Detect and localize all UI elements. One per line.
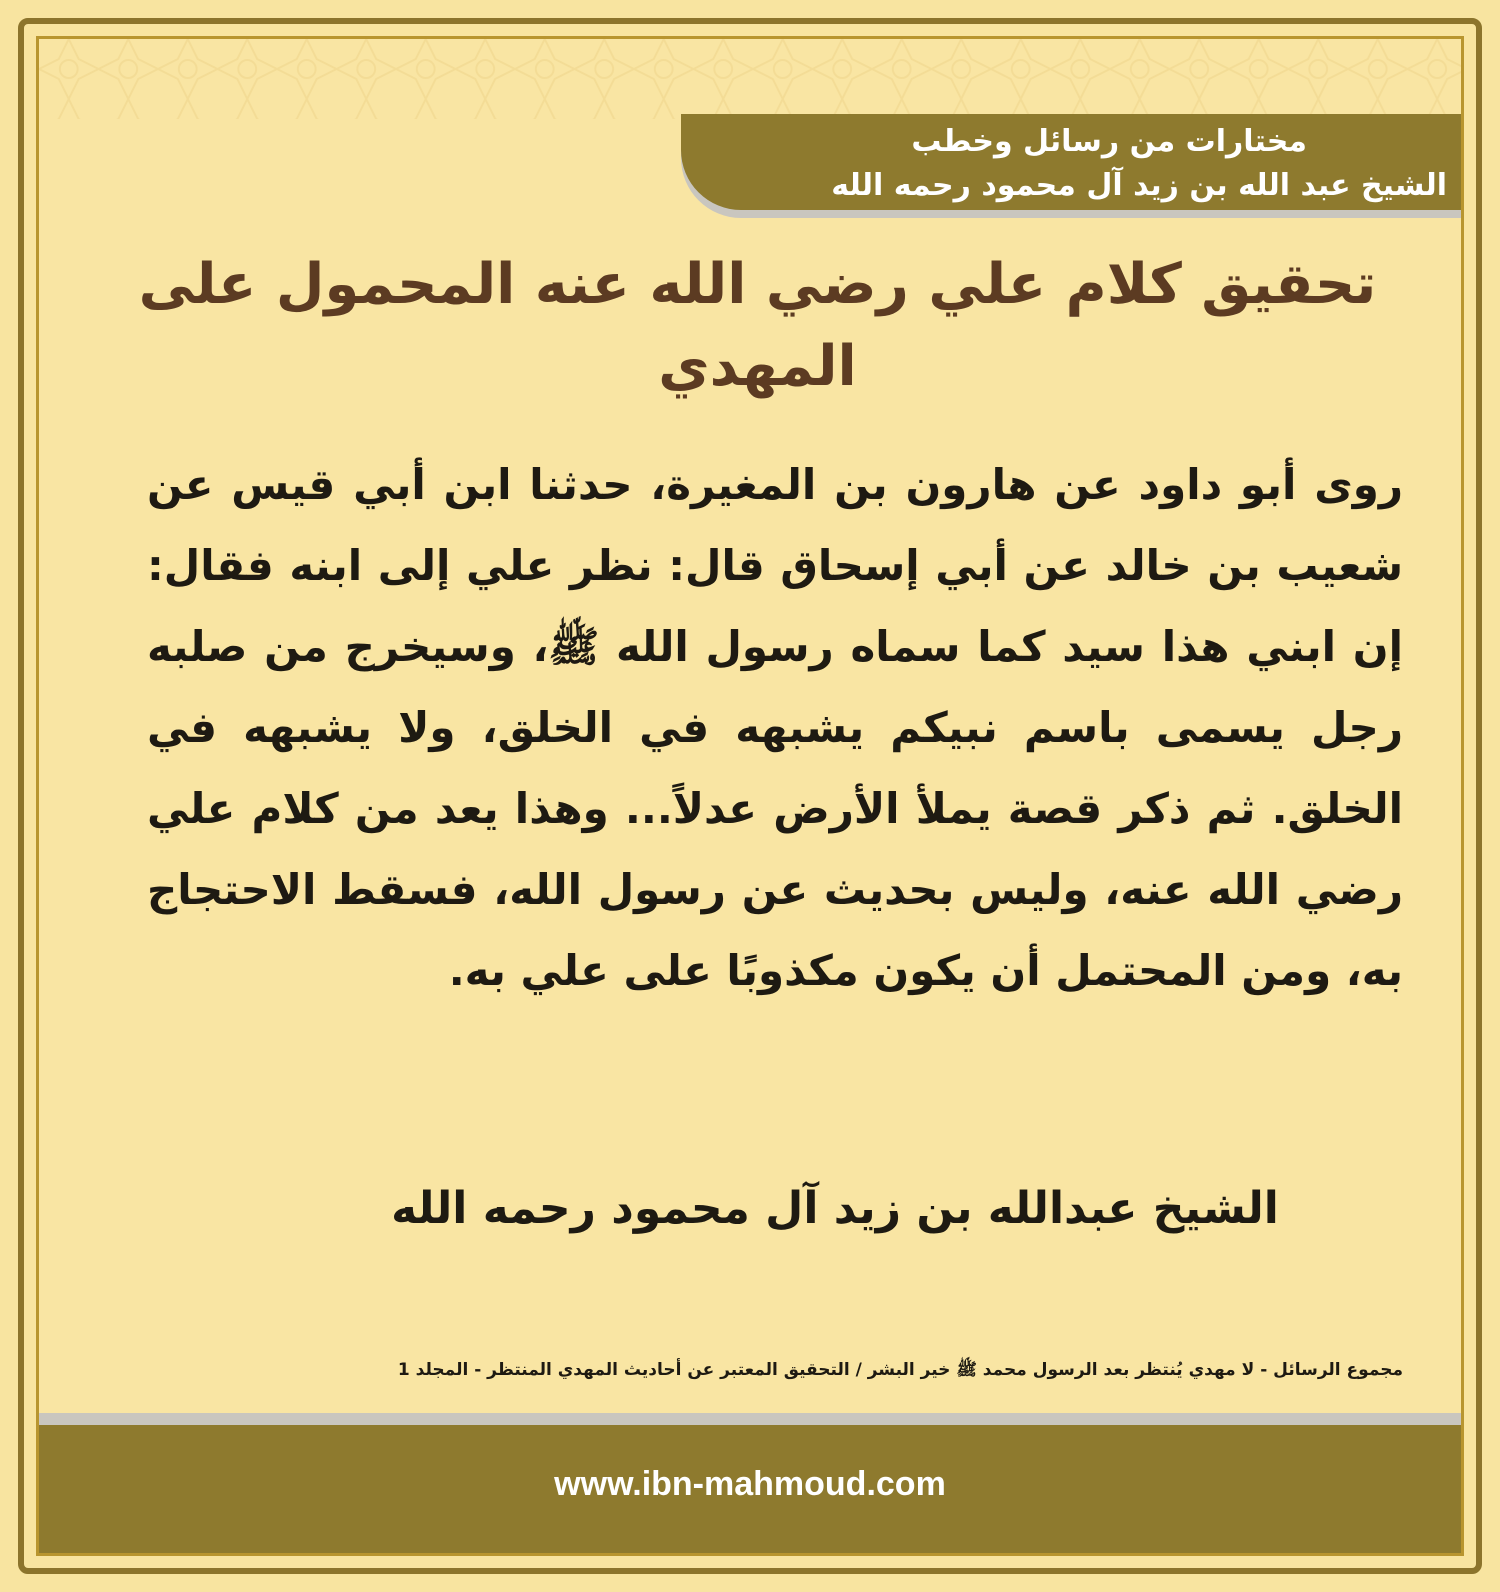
- article-body: روى أبو داود عن هارون بن المغيرة، حدثنا ابن أبي قيس عن شعيب بن خالد عن أبي إسحاق قال: نظر علي إلى ابنه فقال: إن ابني هذا سيد كما سماه رسول الله ﷺ، وسيخرج من صلبه رجل يسمى باسم نبيكم يشبهه في الخلق، ولا يشبهه في الخلق. ثم ذكر قصة يملأ الأرض عدلاً... وهذا يعد من كلام علي رضي الله عنه، وليس بحديث عن رسول الله، فسقط الاحتجاج به، ومن المحتمل أن يكون مكذوبًا على علي به.: [147, 460, 1403, 995]
- footer-divider: [39, 1413, 1461, 1425]
- article-title: تحقيق كلام علي رضي الله عنه المحمول على المهدي: [138, 252, 1377, 399]
- author-signature: الشيخ عبدالله بن زيد آل محمود رحمه الله: [391, 1183, 1279, 1234]
- header-line-2: الشيخ عبد الله بن زيد آل محمود رحمه الله: [831, 168, 1447, 203]
- website-link[interactable]: www.ibn-mahmoud.com: [554, 1465, 946, 1503]
- footer-bar: [39, 1425, 1461, 1553]
- header-ribbon: [681, 114, 1461, 210]
- outer-frame: [18, 18, 1482, 1574]
- content-panel: [36, 36, 1464, 1556]
- header-line-1: مختارات من رسائل وخطب: [911, 124, 1307, 159]
- decorative-pattern: [39, 39, 1461, 119]
- source-citation: مجموع الرسائل - لا مهدي يُنتظر بعد الرسول محمد ﷺ خير البشر / التحقيق المعتبر عن أحاديث المهدي المنتظر - المجلد 1: [397, 1360, 1403, 1380]
